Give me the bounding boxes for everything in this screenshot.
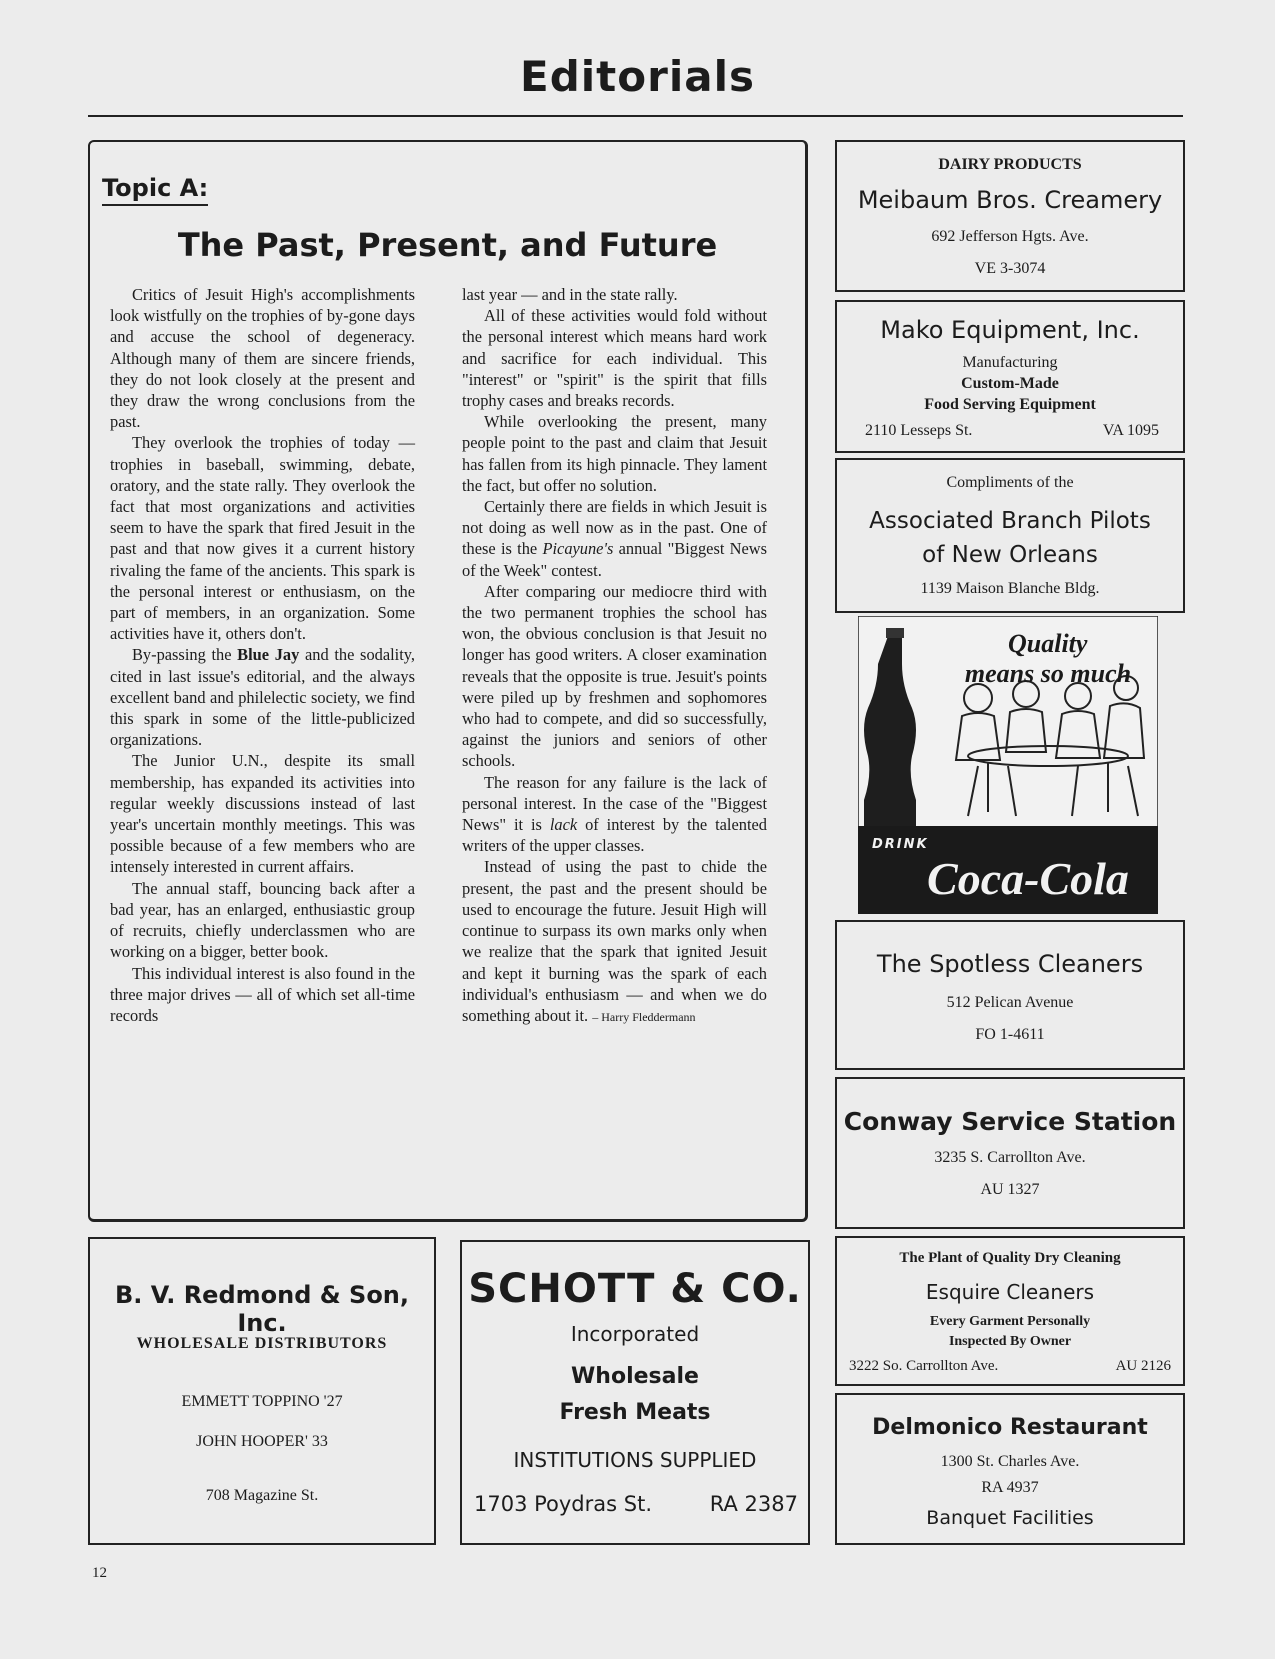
editorial-column-1	[110, 284, 415, 1026]
paragraph: Certainly there are fields in which Jesuit is not doing as well now as in the past. One of these is the Picayune's annual "Biggest News of the Week" contest.	[462, 497, 767, 580]
paragraph: This individual interest is also found in the three major drives — all of which set all-time records	[110, 963, 415, 1025]
paragraph: Instead of using the past to chide the present, the past and the present should be used to encourage the future. Jesuit High will continue to surpass its own marks only when we realize that the spark that ignited Jesuit and kept it burning was the spark of each individual's enthusiasm — and when we do something about it. – Harry Fleddermann	[462, 857, 767, 1025]
ad-redmond: B. V. Redmond & Son, Inc. WHOLESALE DISTRIBUTORS EMMETT TOPPINO '27 JOHN HOOPER' 33 708 Magazine St.	[88, 1237, 436, 1545]
editorial-headline: The Past, Present, and Future	[177, 226, 718, 264]
page-title: Editorials	[520, 52, 755, 101]
ad-name: Esquire Cleaners	[925, 1280, 1095, 1304]
title-rule	[88, 115, 1183, 117]
editorial-column-2	[462, 284, 767, 1028]
paragraph: last year — and in the state rally.	[462, 285, 678, 304]
ad-name: Meibaum Bros. Creamery	[857, 186, 1163, 214]
byline: – Harry Fleddermann	[592, 1009, 696, 1024]
page-number: 12	[92, 1565, 107, 1581]
ad-name: Associated Branch Pilots	[869, 508, 1151, 534]
blue-jay-name: Blue Jay	[237, 645, 300, 665]
paragraph: The reason for any failure is the lack of personal interest. In the case of the "Biggest News" it is lack of interest by the talented writers of the upper classes.	[462, 772, 767, 856]
paragraph: The annual staff, bouncing back after a bad year, has an enlarged, enthusiastic group of recruits, chiefly underclassmen who are working on a bigger, better book.	[110, 878, 415, 962]
ad-name: SCHOTT & CO.	[468, 1266, 802, 1312]
coke-slogan-1: Quality	[1008, 629, 1088, 658]
ad-esquire: The Plant of Quality Dry Cleaning Esquire Cleaners Every Garment Personally Inspected By Owner 3222 So. Carrollton Ave. AU 2126	[835, 1236, 1185, 1386]
ad-conway: Conway Service Station 3235 S. Carrollton Ave. AU 1327	[835, 1077, 1185, 1229]
coca-cola-logo: Coca-Cola	[927, 853, 1129, 904]
coke-illustration	[858, 616, 1158, 914]
ad-meibaum: DAIRY PRODUCTS Meibaum Bros. Creamery 692 Jefferson Hgts. Ave. VE 3-3074	[835, 140, 1185, 292]
paragraph: While overlooking the present, many people point to the past and claim that Jesuit has fallen from its high pinnacle. They lament the fact, but offer no solution.	[462, 412, 767, 495]
paragraph: By-passing the Blue Jay and the sodality, cited in last issue's editorial, and the always excellent band and philelectic society, we find this spark in some of the little-publicized organizations.	[110, 645, 415, 750]
paragraph: Critics of Jesuit High's accomplishments look wistfully on the trophies of by-gone days and accuse the school of degeneracy. Although many of them are sincere friends, they do not look closely at the present and they draw the wrong conclusions from the past.	[110, 285, 415, 432]
paragraph: The Junior U.N., despite its small membership, has expanded its activities into regular weekly discussions instead of last year's uncertain monthly meetings. This was possible because of a few members who are intensely interested in current affairs.	[110, 751, 415, 877]
ad-delmonico: Delmonico Restaurant 1300 St. Charles Ave. RA 4937 Banquet Facilities	[835, 1393, 1185, 1545]
ad-coca-cola	[858, 616, 1158, 914]
editorial-box	[88, 140, 808, 1222]
coke-drink-label: DRINK	[872, 837, 929, 852]
topic-label: Topic A:	[102, 174, 208, 206]
ad-name: Delmonico Restaurant	[872, 1415, 1148, 1440]
ad-name: B. V. Redmond & Son, Inc.	[114, 1281, 410, 1337]
coke-slogan-2: means so much	[964, 659, 1132, 688]
paragraph: All of these activities would fold without the personal interest which means hard work and sacrifice for each individual. This "interest" or "spirit" is the spirit that fills trophy cases and breaks records.	[462, 306, 767, 411]
picayune-name: Picayune's	[542, 539, 614, 559]
ad-pilots: Compliments of the Associated Branch Pilots of New Orleans 1139 Maison Blanche Bldg.	[835, 458, 1185, 613]
ad-name: Mako Equipment, Inc.	[880, 316, 1140, 344]
ad-name: The Spotless Cleaners	[876, 950, 1144, 978]
ad-name: Conway Service Station	[843, 1107, 1177, 1136]
ad-schott: SCHOTT & CO. Incorporated Wholesale Fresh Meats INSTITUTIONS SUPPLIED 1703 Poydras St. RA 2387	[460, 1240, 810, 1545]
paragraph: They overlook the trophies of today — trophies in baseball, swimming, debate, oratory, and the state rally. They overlook the fact that most organizations and activities seem to have the spark that fired Jesuit in the past and that now gives it a current history rivaling the fame of the ancients. This spark is the personal interest or enthusiasm, on the part of members, in an organization. Some activities have it, others don't.	[110, 433, 415, 644]
ad-spotless: The Spotless Cleaners 512 Pelican Avenue FO 1-4611	[835, 920, 1185, 1070]
paragraph: After comparing our mediocre third with the two permanent trophies the school has won, the obvious conclusion is that Jesuit no longer has good writers. A closer examination reveals that the opposite is true. Jesuit's points were piled up by freshmen and sophomores who had to compete, and did so successfully, against the juniors and seniors of other schools.	[462, 581, 767, 771]
ad-mako: Mako Equipment, Inc. Manufacturing Custom-Made Food Serving Equipment 2110 Lesseps St. VA 1095	[835, 300, 1185, 453]
